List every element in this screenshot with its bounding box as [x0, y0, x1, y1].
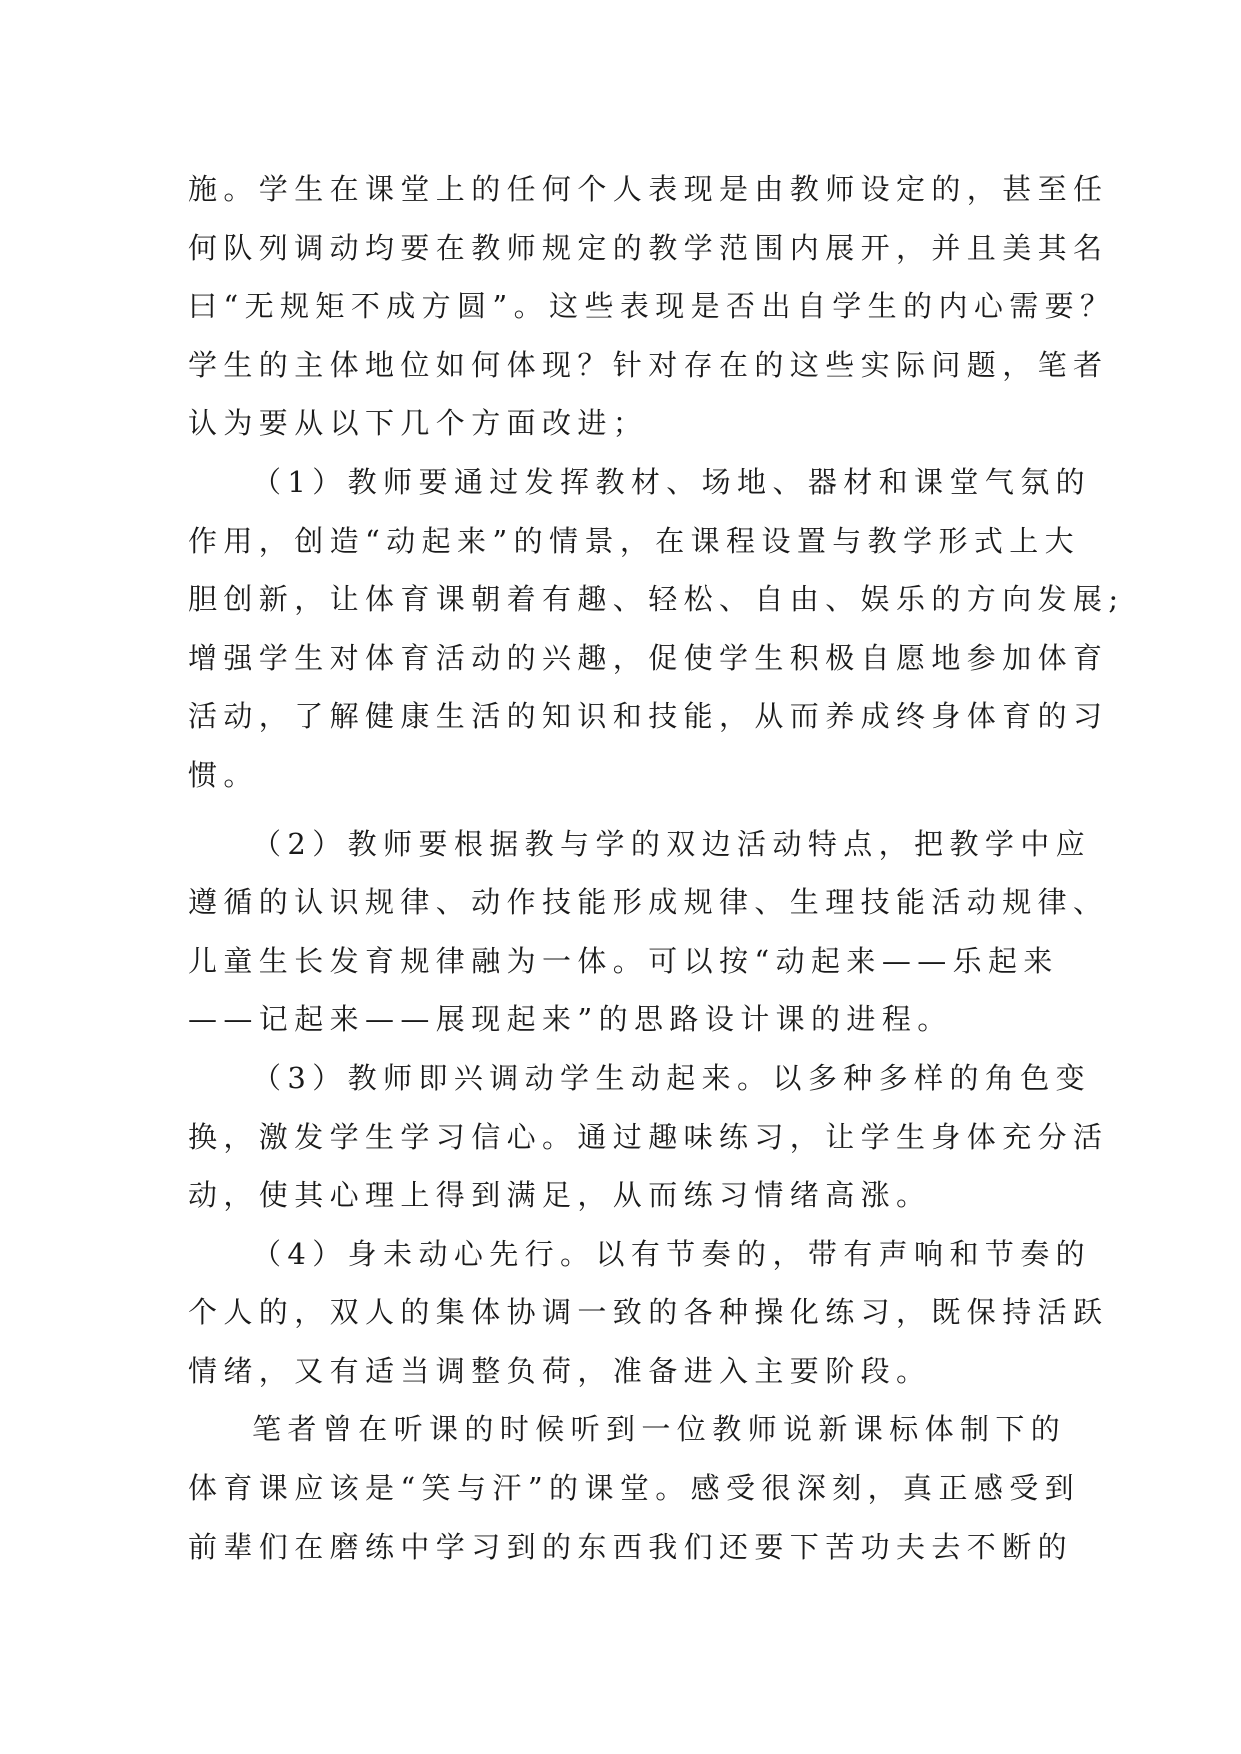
text-line: 换，激发学生学习信心。通过趣味练习，让学生身体充分活 [188, 1119, 1109, 1154]
text-line: 作用，创造“动起来”的情景，在课程设置与教学形式上大 [188, 523, 1081, 558]
text-line: 前辈们在磨练中学习到的东西我们还要下苦功夫去不断的 [188, 1529, 1074, 1564]
text-line: 何队列调动均要在教师规定的教学范围内展开，并且美其名 [188, 230, 1109, 265]
body-text [188, 160, 1125, 1576]
text-line: 胆创新，让体育课朝着有趣、轻松、自由、娱乐的方向发展; [188, 582, 1125, 617]
paragraph-3-start: （3）教师即兴调动学生动起来。以多种多样的角色变 [252, 1060, 1092, 1095]
text-line: 情绪，又有适当调整负荷，准备进入主要阶段。 [188, 1353, 932, 1388]
text-line: 惯。 [188, 757, 259, 792]
text-line: 活动，了解健康生活的知识和技能，从而养成终身体育的习 [188, 699, 1109, 734]
paragraph-4-start: （4）身未动心先行。以有节奏的，带有声响和节奏的 [252, 1236, 1092, 1271]
text-line: ——记起来——展现起来”的思路设计课的进程。 [188, 1002, 953, 1037]
text-line: 遵循的认识规律、动作技能形成规律、生理技能活动规律、 [188, 885, 1109, 920]
text-line: 动，使其心理上得到满足，从而练习情绪高涨。 [188, 1178, 932, 1213]
text-line: 增强学生对体育活动的兴趣，促使学生积极自愿地参加体育 [188, 640, 1109, 675]
text-line: 体育课应该是“笑与汗”的课堂。感受很深刻，真正感受到 [188, 1471, 1081, 1506]
text-line: 施。学生在课堂上的任何个人表现是由教师设定的，甚至任 [188, 172, 1109, 206]
paragraph-5-start: 笔者曾在听课的时候听到一位教师说新课标体制下的 [252, 1412, 1067, 1447]
text-line: 儿童生长发育规律融为一体。可以按“动起来——乐起来 [188, 943, 1059, 978]
text-line: 学生的主体地位如何体现？针对存在的这些实际问题，笔者 [188, 347, 1109, 382]
paragraph-2-start: （2）教师要根据教与学的双边活动特点，把教学中应 [252, 826, 1092, 861]
text-line: 曰“无规矩不成方圆”。这些表现是否出自学生的内心需要？ [188, 289, 1116, 324]
text-line: 认为要从以下几个方面改进； [188, 406, 649, 441]
text-line: 个人的，双人的集体协调一致的各种操化练习，既保持活跃 [188, 1295, 1109, 1330]
paragraph-1-start: （1）教师要通过发挥教材、场地、器材和课堂气氛的 [252, 464, 1092, 499]
